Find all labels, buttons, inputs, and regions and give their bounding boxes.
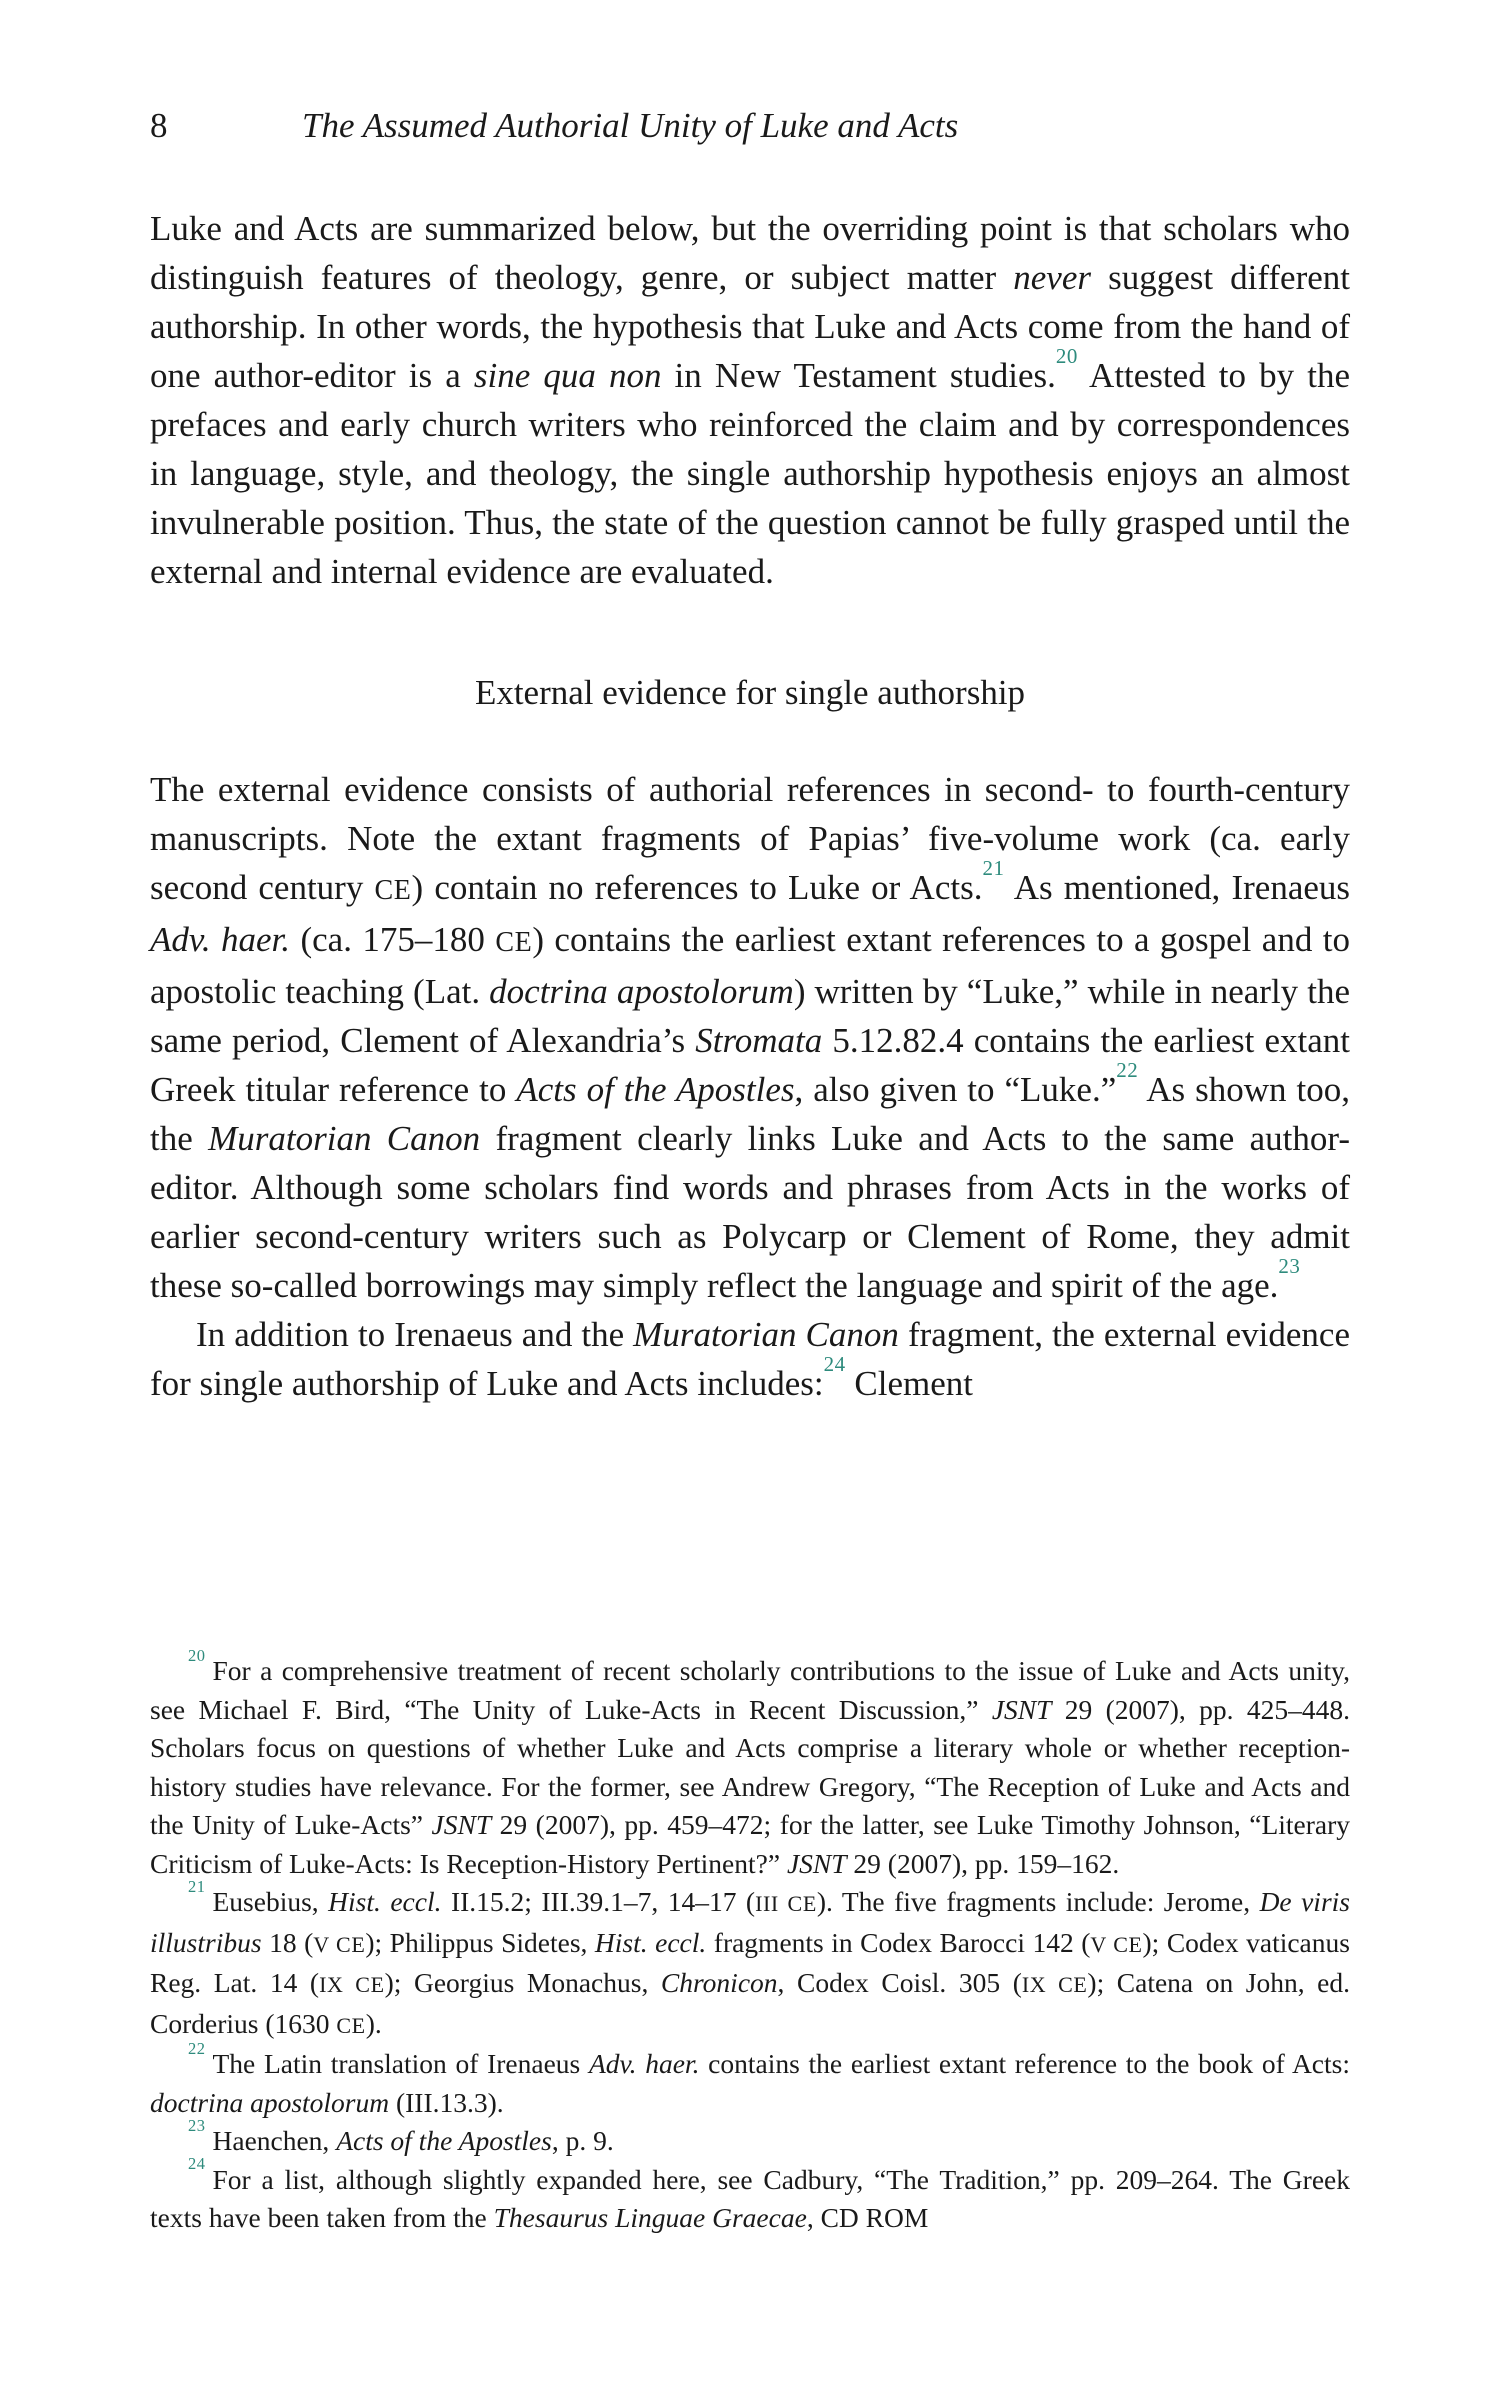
- italic-text: doctrina apostolorum: [150, 2086, 390, 2118]
- text-segment: ) contains the earliest extant references to a gospel and to apostolic teaching (Lat.: [150, 920, 1351, 1011]
- page-number: 8: [150, 106, 168, 145]
- text-segment: 18 (: [261, 1926, 314, 1958]
- text-segment: contains the earliest extant reference to the book of Acts:: [699, 2048, 1350, 2079]
- footnote-ref: 20: [188, 1645, 206, 1665]
- italic-text: Thesaurus Linguae Graecae: [493, 2202, 807, 2233]
- italic-text: Chronicon: [660, 1967, 778, 1998]
- footnote-ref: 21: [188, 1876, 206, 1896]
- italic-text: JSNT: [786, 1847, 847, 1879]
- body-paragraph-2: [150, 765, 1350, 1310]
- italic-text: Hist. eccl.: [594, 1926, 707, 1958]
- text-segment: 5.12.82.4 contains the earliest extant Greek titular reference to: [150, 1021, 1351, 1109]
- text-segment: As mentioned, Irenaeus: [1004, 868, 1351, 907]
- footnote-22: [150, 2038, 1350, 2122]
- section-heading: External evidence for single authorship: [474, 673, 1026, 712]
- italic-text: JSNT: [991, 1693, 1052, 1725]
- text-segment: Attested to by the prefaces and early church writers who reinforced the claim and by correspondences in language, style, and theology, the single authorship hypothesis enjoys an almost invulnerable position. Thus, the state of the question cannot be fully grasped until the external and internal evidence are evaluated.: [150, 356, 1350, 591]
- text-segment: ); Philippus Sidetes,: [365, 1926, 595, 1958]
- text-segment: , Codex Coisl. 305 (: [777, 1967, 1022, 1998]
- footnote-20: [150, 1645, 1350, 1883]
- footnote-ref: 23: [1278, 1253, 1301, 1278]
- footnote-ref: 20: [1055, 343, 1078, 368]
- italic-text: sine qua non: [473, 356, 662, 395]
- footnote-ref: 24: [188, 2154, 206, 2174]
- footnote-ref: 23: [188, 2115, 206, 2135]
- small-caps-text: CE: [336, 2012, 366, 2038]
- text-segment: ). The five fragments include: Jerome,: [816, 1886, 1260, 1917]
- footnote-ref: 22: [188, 2038, 206, 2058]
- italic-text: Hist. eccl.: [328, 1886, 442, 1917]
- small-caps-text: CE: [374, 875, 412, 906]
- text-segment: As shown too, the: [150, 1070, 1350, 1158]
- italic-text: Muratorian Canon: [633, 1315, 899, 1354]
- text-segment: ).: [365, 2007, 382, 2039]
- running-title: The Assumed Authorial Unity of Luke and Acts: [302, 106, 959, 145]
- main-text: [150, 204, 1350, 1408]
- text-segment: For a comprehensive treatment of recent scholarly contributions to the issue of Luke and Acts unity, see Michael F. Bird, “The Unity of Luke-Acts in Recent Discussion,”: [150, 1655, 1350, 1725]
- italic-text: De viris illustribus: [150, 1886, 1350, 1958]
- small-caps-text: III CE: [755, 1891, 817, 1916]
- italic-text: Acts of the Apostles: [516, 1070, 795, 1109]
- small-caps-text: CE: [495, 927, 533, 958]
- text-segment: Clement: [845, 1364, 973, 1403]
- text-segment: in New Testament studies.: [661, 356, 1056, 395]
- text-segment: In addition to Irenaeus and the: [196, 1315, 634, 1354]
- text-segment: fragments in Codex Barocci 142 (: [706, 1926, 1091, 1958]
- small-caps-text: V CE: [313, 1931, 366, 1957]
- text-segment: ) contain no references to Luke or Acts.: [411, 868, 983, 907]
- text-segment: The Latin translation of Irenaeus: [212, 2048, 589, 2079]
- text-segment: ) written by “Luke,” while in nearly the same period, Clement of Alexandria’s: [150, 972, 1350, 1060]
- italic-text: never: [1013, 258, 1091, 297]
- text-segment: suggest different authorship. In other words, the hypothesis that Luke and Acts come from the hand of one author-editor is a: [150, 258, 1350, 395]
- footnote-ref: 22: [1116, 1057, 1139, 1082]
- text-segment: Eusebius,: [212, 1886, 329, 1917]
- text-segment: Luke and Acts are summarized below, but the overriding point is that scholars who distinguish features of theology, genre, or subject matter: [150, 209, 1350, 297]
- text-segment: ); Codex vaticanus Reg. Lat. 14 (: [150, 1926, 1350, 1998]
- text-segment: Haenchen,: [212, 2125, 337, 2156]
- footnotes-block: [150, 1645, 1351, 2238]
- italic-text: Acts of the Apostles: [336, 2125, 552, 2156]
- footnote-ref: 24: [823, 1351, 846, 1376]
- text-segment: fragment, the external evidence for single authorship of Luke and Acts includes:: [150, 1315, 1350, 1403]
- text-segment: fragment clearly links Luke and Acts to the same author-editor. Although some scholars find words and phrases from Acts in the works of earlier second-century writers such as Polycarp or Clement of Rome, they admit these so-called borrowings may simply reflect the language and spirit of the age.: [150, 1119, 1350, 1305]
- text-segment: (III.13.3).: [389, 2086, 504, 2118]
- text-segment: , CD ROM: [806, 2202, 929, 2233]
- text-segment: 29 (2007), pp. 159–162.: [846, 1847, 1120, 1879]
- footnote-23: [150, 2115, 1350, 2161]
- text-segment: , also given to “Luke.”: [794, 1070, 1117, 1109]
- running-head: [150, 104, 1350, 148]
- text-segment: The external evidence consists of authorial references in second- to fourth-century manuscripts. Note the extant fragments of Papias’ five-volume work (ca. early second century: [150, 770, 1350, 907]
- italic-text: Muratorian Canon: [208, 1119, 481, 1158]
- small-caps-text: IX CE: [1021, 1972, 1088, 1997]
- small-caps-text: V CE: [1090, 1931, 1143, 1957]
- footnote-24: [150, 2154, 1350, 2238]
- text-segment: , p. 9.: [551, 2125, 614, 2156]
- text-segment: ); Catena on John, ed. Corderius (1630: [150, 1967, 1351, 2039]
- body-paragraph-3: [150, 1310, 1350, 1408]
- small-caps-text: IX CE: [319, 1972, 385, 1997]
- italic-text: Adv. haer.: [588, 2048, 700, 2079]
- footnote-21: [150, 1876, 1351, 2045]
- text-segment: ); Georgius Monachus,: [384, 1967, 661, 1998]
- text-segment: 29 (2007), pp. 425–448. Scholars focus on questions of whether Luke and Acts comprise a literary whole or whether reception-history studies have relevance. For the former, see Andrew Gregory, “The Reception of Luke and Acts and the Unity of Luke-Acts”: [150, 1693, 1350, 1840]
- italic-text: Adv. haer.: [150, 920, 291, 959]
- text-segment: (ca. 175–180: [290, 920, 496, 959]
- body-paragraph-1: [150, 204, 1350, 596]
- italic-text: doctrina apostolorum: [489, 972, 794, 1011]
- footnote-ref: 21: [982, 855, 1005, 880]
- italic-text: Stromata: [695, 1021, 823, 1060]
- text-segment: II.15.2; III.39.1–7, 14–17 (: [441, 1886, 756, 1917]
- text-segment: For a list, although slightly expanded here, see Cadbury, “The Tradition,” pp. 209–264. The Greek texts have been taken from the: [150, 2163, 1350, 2233]
- text-segment: 29 (2007), pp. 459–472; for the latter, see Luke Timothy Johnson, “Literary Criticism of Luke-Acts: Is Reception-History Pertinent?”: [150, 1809, 1350, 1879]
- italic-text: JSNT: [431, 1809, 492, 1840]
